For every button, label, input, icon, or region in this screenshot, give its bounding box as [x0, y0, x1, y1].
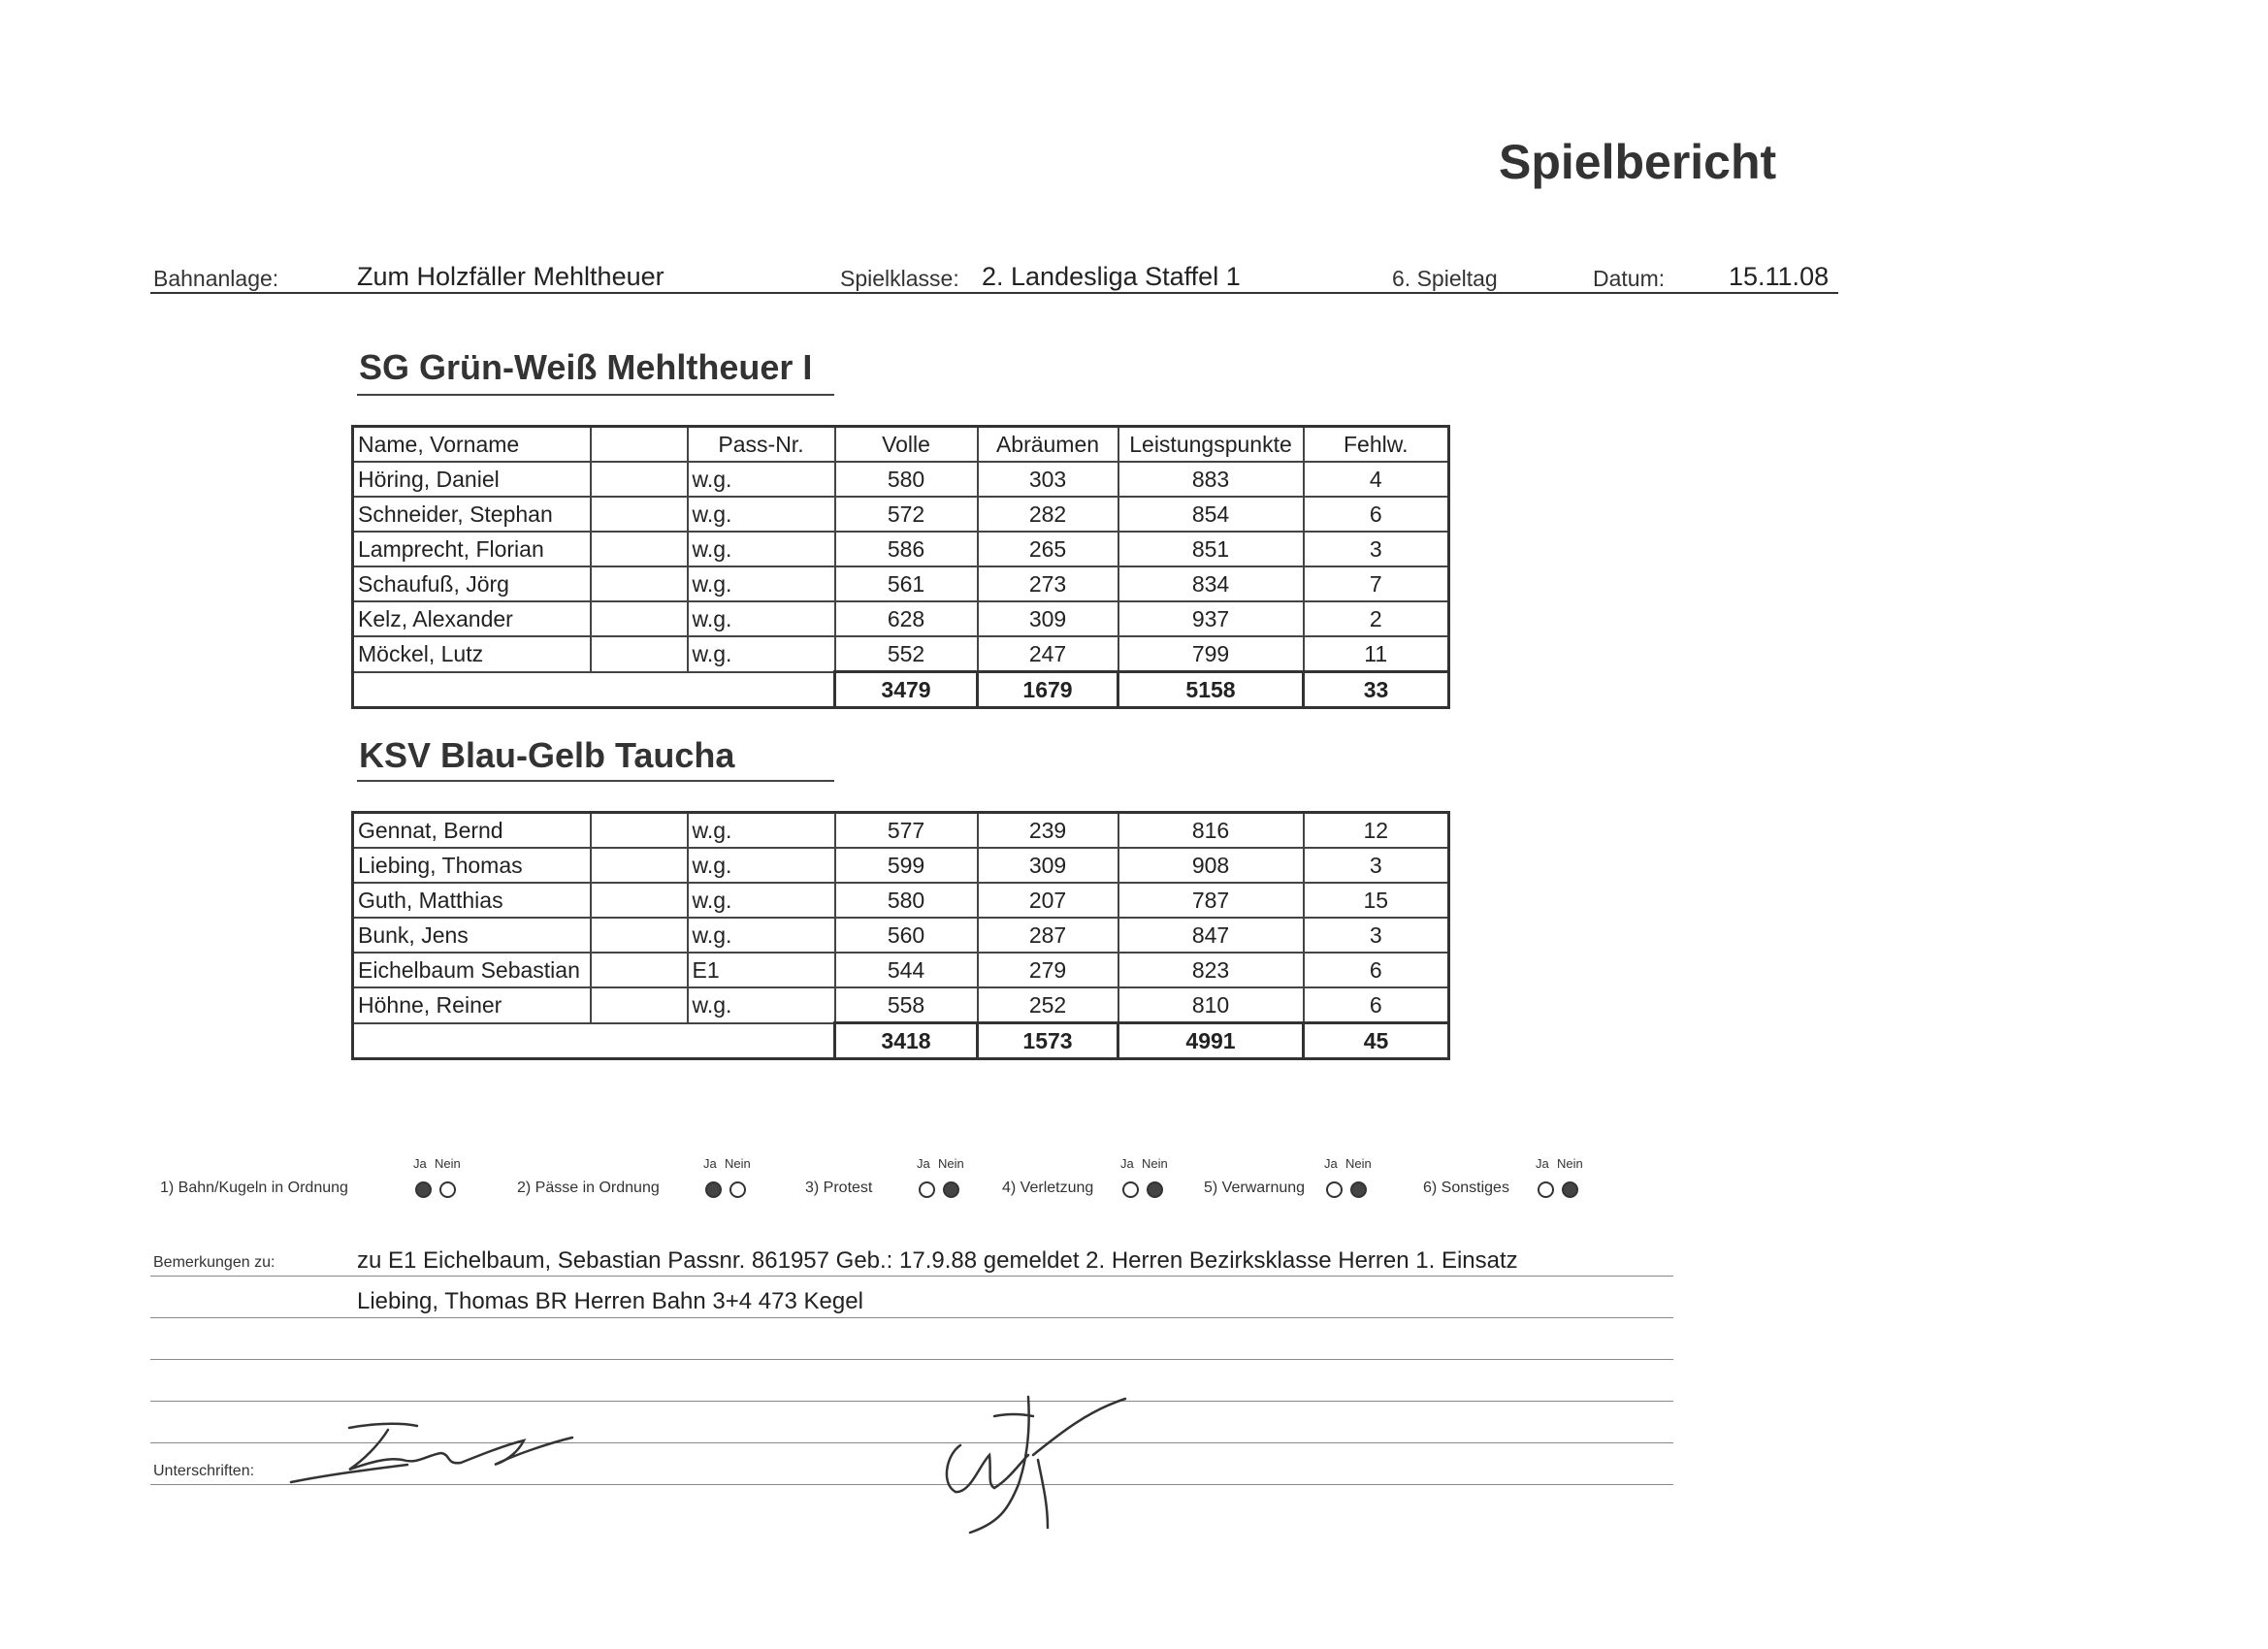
player-fehlw: 12 [1304, 813, 1449, 849]
player-lp: 937 [1118, 601, 1304, 636]
blank-cell [591, 813, 688, 849]
player-name: Lamprecht, Florian [353, 532, 591, 566]
player-name: Kelz, Alexander [353, 601, 591, 636]
col-fehlw: Fehlw. [1304, 427, 1449, 463]
player-pass: w.g. [688, 462, 835, 497]
blank-cell [591, 497, 688, 532]
player-name: Möckel, Lutz [353, 636, 591, 672]
player-lp: 834 [1118, 566, 1304, 601]
player-abraeumen: 279 [978, 953, 1118, 987]
check-label-sonstiges: 6) Sonstiges [1423, 1180, 1509, 1196]
player-pass: E1 [688, 953, 835, 987]
col-lp: Leistungspunkte [1118, 427, 1304, 463]
table-row [353, 601, 1449, 636]
player-name: Guth, Matthias [353, 883, 591, 918]
player-fehlw: 3 [1304, 918, 1449, 953]
nein-label: Nein [435, 1156, 461, 1171]
blank-cell [591, 918, 688, 953]
nein-label: Nein [1557, 1156, 1583, 1171]
ja-label: Ja [1324, 1156, 1338, 1171]
table-row [353, 953, 1449, 987]
player-fehlw: 4 [1304, 462, 1449, 497]
player-fehlw: 3 [1304, 532, 1449, 566]
player-fehlw: 15 [1304, 883, 1449, 918]
remark-rule [150, 1359, 1673, 1360]
player-name: Liebing, Thomas [353, 848, 591, 883]
blank-cell [591, 566, 688, 601]
nein-radio-verletzung[interactable] [1147, 1181, 1163, 1198]
ja-radio-protest[interactable] [919, 1181, 935, 1198]
check-label-verwarnung: 5) Verwarnung [1204, 1180, 1306, 1196]
player-abraeumen: 303 [978, 462, 1118, 497]
table-row [353, 636, 1449, 672]
ja-radio-verwarnung[interactable] [1326, 1181, 1343, 1198]
player-volle: 572 [835, 497, 978, 532]
player-lp: 851 [1118, 532, 1304, 566]
ja-label: Ja [413, 1156, 427, 1171]
player-pass: w.g. [688, 636, 835, 672]
total-volle: 3479 [835, 672, 978, 708]
player-fehlw: 6 [1304, 953, 1449, 987]
blank-cell [591, 601, 688, 636]
player-volle: 544 [835, 953, 978, 987]
ja-label: Ja [1120, 1156, 1134, 1171]
player-pass: w.g. [688, 813, 835, 849]
blank-cell [591, 987, 688, 1023]
bahnanlage-value: Zum Holzfäller Mehltheuer [357, 262, 664, 291]
player-pass: w.g. [688, 601, 835, 636]
nein-label: Nein [725, 1156, 751, 1171]
table-row [353, 918, 1449, 953]
blank-cell [591, 953, 688, 987]
check-label-protest: 3) Protest [805, 1180, 873, 1196]
table-row [353, 883, 1449, 918]
player-fehlw: 6 [1304, 497, 1449, 532]
ja-radio-paesse[interactable] [705, 1181, 722, 1198]
totals-row [353, 672, 1449, 708]
player-abraeumen: 239 [978, 813, 1118, 849]
player-lp: 847 [1118, 918, 1304, 953]
spielklasse-label: Spielklasse: [840, 266, 959, 291]
signature-guest [912, 1387, 1145, 1542]
page-title: Spielbericht [1499, 135, 1777, 189]
check-label-bahn-kugeln: 1) Bahn/Kugeln in Ordnung [160, 1180, 348, 1196]
nein-radio-paesse[interactable] [729, 1181, 746, 1198]
player-abraeumen: 309 [978, 601, 1118, 636]
nein-radio-protest[interactable] [943, 1181, 959, 1198]
blank-cell [591, 636, 688, 672]
player-fehlw: 11 [1304, 636, 1449, 672]
team2-table [351, 811, 1450, 1060]
total-volle: 3418 [835, 1023, 978, 1059]
player-abraeumen: 287 [978, 918, 1118, 953]
total-lp: 4991 [1118, 1023, 1304, 1059]
col-pass: Pass-Nr. [688, 427, 835, 463]
total-abraeumen: 1679 [978, 672, 1118, 708]
col-name: Name, Vorname [353, 427, 591, 463]
player-volle: 628 [835, 601, 978, 636]
check-label-verletzung: 4) Verletzung [1002, 1180, 1094, 1196]
nein-label: Nein [938, 1156, 964, 1171]
player-abraeumen: 247 [978, 636, 1118, 672]
blank-cell [591, 462, 688, 497]
table-row [353, 848, 1449, 883]
player-pass: w.g. [688, 566, 835, 601]
nein-label: Nein [1142, 1156, 1168, 1171]
player-pass: w.g. [688, 987, 835, 1023]
player-abraeumen: 282 [978, 497, 1118, 532]
ja-label: Ja [703, 1156, 717, 1171]
remark-rule [150, 1276, 1673, 1277]
player-volle: 558 [835, 987, 978, 1023]
blank-cell [591, 848, 688, 883]
check-label-paesse: 2) Pässe in Ordnung [517, 1180, 660, 1196]
player-fehlw: 6 [1304, 987, 1449, 1023]
player-abraeumen: 273 [978, 566, 1118, 601]
ja-label: Ja [1536, 1156, 1549, 1171]
player-lp: 787 [1118, 883, 1304, 918]
player-lp: 816 [1118, 813, 1304, 849]
ja-radio-bahn-kugeln[interactable] [415, 1181, 432, 1198]
player-abraeumen: 309 [978, 848, 1118, 883]
ja-radio-sonstiges[interactable] [1538, 1181, 1554, 1198]
table-header-row [353, 427, 1449, 463]
table-row [353, 987, 1449, 1023]
player-name: Höhne, Reiner [353, 987, 591, 1023]
remark-rule [150, 1317, 1673, 1318]
player-lp: 810 [1118, 987, 1304, 1023]
datum-value: 15.11.08 [1729, 262, 1830, 291]
player-volle: 561 [835, 566, 978, 601]
remarks-label: Bemerkungen zu: [153, 1254, 275, 1271]
team1-table [351, 425, 1450, 709]
datum-label: Datum: [1593, 266, 1666, 291]
header-divider [150, 292, 1838, 294]
col-abraeumen: Abräumen [978, 427, 1118, 463]
player-pass: w.g. [688, 848, 835, 883]
team2-underline [357, 780, 834, 782]
player-abraeumen: 252 [978, 987, 1118, 1023]
total-fehlw: 45 [1304, 1023, 1449, 1059]
player-volle: 586 [835, 532, 978, 566]
table-row [353, 566, 1449, 601]
player-abraeumen: 265 [978, 532, 1118, 566]
player-pass: w.g. [688, 532, 835, 566]
player-fehlw: 3 [1304, 848, 1449, 883]
player-name: Schneider, Stephan [353, 497, 591, 532]
total-abraeumen: 1573 [978, 1023, 1118, 1059]
nein-label: Nein [1345, 1156, 1372, 1171]
table-row [353, 497, 1449, 532]
player-name: Schaufuß, Jörg [353, 566, 591, 601]
total-lp: 5158 [1118, 672, 1304, 708]
player-volle: 599 [835, 848, 978, 883]
nein-radio-bahn-kugeln[interactable] [439, 1181, 456, 1198]
total-fehlw: 33 [1304, 672, 1449, 708]
remark-line-1: zu E1 Eichelbaum, Sebastian Passnr. 861957 Geb.: 17.9.88 gemeldet 2. Herren Bezirksklasse Herren 1. Einsatz [357, 1247, 1518, 1274]
signature-home [272, 1416, 621, 1494]
remark-line-2: Liebing, Thomas BR Herren Bahn 3+4 473 Kegel [357, 1288, 863, 1314]
player-volle: 580 [835, 462, 978, 497]
player-pass: w.g. [688, 883, 835, 918]
nein-radio-sonstiges[interactable] [1562, 1181, 1578, 1198]
table-row [353, 532, 1449, 566]
totals-row [353, 1023, 1449, 1059]
col-blank [591, 427, 688, 463]
signatures-label: Unterschriften: [153, 1463, 255, 1479]
player-pass: w.g. [688, 918, 835, 953]
player-volle: 580 [835, 883, 978, 918]
player-name: Eichelbaum Sebastian [353, 953, 591, 987]
blank-cell [591, 532, 688, 566]
bahnanlage-label: Bahnanlage: [153, 266, 279, 291]
player-lp: 799 [1118, 636, 1304, 672]
team2-title: KSV Blau-Gelb Taucha [359, 735, 735, 775]
player-fehlw: 2 [1304, 601, 1449, 636]
player-abraeumen: 207 [978, 883, 1118, 918]
player-lp: 823 [1118, 953, 1304, 987]
player-name: Bunk, Jens [353, 918, 591, 953]
table-row [353, 813, 1449, 849]
player-pass: w.g. [688, 497, 835, 532]
player-name: Gennat, Bernd [353, 813, 591, 849]
player-volle: 577 [835, 813, 978, 849]
player-lp: 854 [1118, 497, 1304, 532]
table-row [353, 462, 1449, 497]
spieltag: 6. Spieltag [1392, 266, 1498, 291]
ja-label: Ja [917, 1156, 930, 1171]
player-fehlw: 7 [1304, 566, 1449, 601]
blank-cell [591, 883, 688, 918]
player-volle: 560 [835, 918, 978, 953]
col-volle: Volle [835, 427, 978, 463]
team1-underline [357, 394, 834, 396]
player-lp: 883 [1118, 462, 1304, 497]
player-lp: 908 [1118, 848, 1304, 883]
player-volle: 552 [835, 636, 978, 672]
ja-radio-verletzung[interactable] [1122, 1181, 1139, 1198]
nein-radio-verwarnung[interactable] [1350, 1181, 1367, 1198]
spielklasse-value: 2. Landesliga Staffel 1 [982, 262, 1241, 291]
team1-title: SG Grün-Weiß Mehltheuer I [359, 347, 813, 387]
player-name: Höring, Daniel [353, 462, 591, 497]
